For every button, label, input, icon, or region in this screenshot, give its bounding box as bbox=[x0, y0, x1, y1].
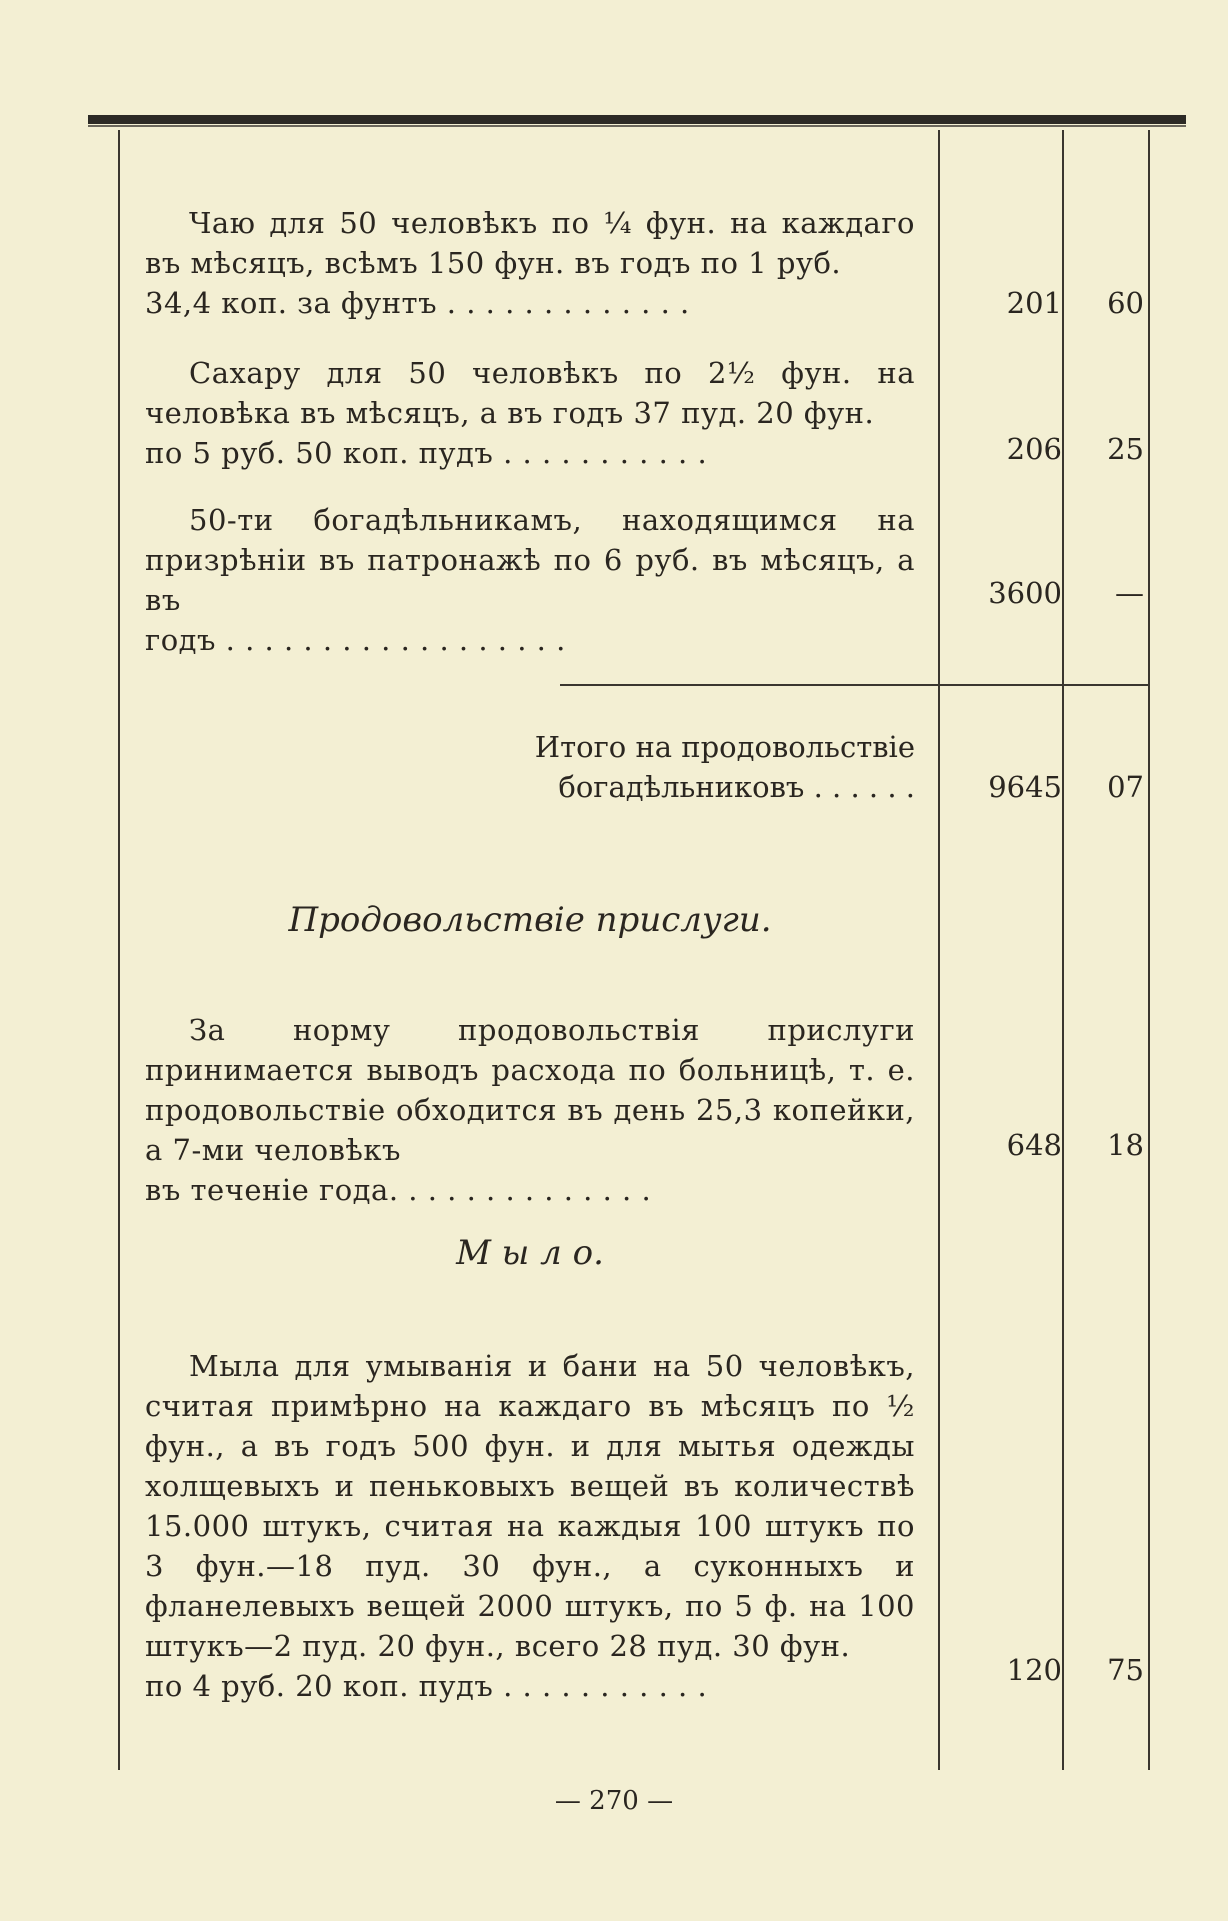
entry-soap-kopecks: 75 bbox=[1107, 1653, 1144, 1687]
entry-sugar-text: Сахару для 50 человѣкъ по 2½ фун. на человѣка въ мѣсяцъ, а въ годъ 37 пуд. 20 фун. bbox=[145, 356, 915, 430]
entry-tea-rubles: 201 bbox=[1006, 286, 1062, 320]
entry-tea bbox=[145, 203, 915, 323]
entry-servants-last-line: въ теченіе года. . . . . . . . . . . . . . bbox=[145, 1173, 652, 1207]
entry-tea-last-line: 34,4 коп. за фунтъ . . . . . . . . . . . . . bbox=[145, 286, 690, 320]
entry-patronage bbox=[145, 500, 915, 660]
top-rule bbox=[88, 115, 1186, 124]
entry-patronage-rubles: 3600 bbox=[988, 576, 1062, 610]
entry-patronage-text: 50-ти богадѣльникамъ, находящимся на призрѣніи въ патронажѣ по 6 руб. въ мѣсяцъ, а въ bbox=[145, 503, 915, 617]
entry-soap-rubles: 120 bbox=[1006, 1653, 1062, 1687]
entry-patronage-kopecks: — bbox=[1115, 576, 1144, 610]
entry-tea-text: Чаю для 50 человѣкъ по ¼ фун. на каждаго въ мѣсяцъ, всѣмъ 150 фун. въ годъ по 1 руб. bbox=[145, 206, 915, 280]
entry-servants-text: За норму продовольствія прислуги принимается выводъ расхода по больницѣ, т. е. продовольствіе обходится въ день 25,3 копейки, а 7-ми человѣкъ bbox=[145, 1013, 915, 1167]
entry-soap bbox=[145, 1346, 915, 1706]
heading-servants: Продовольствіе прислуги. bbox=[288, 900, 772, 940]
entry-sugar bbox=[145, 353, 915, 473]
page-number: — 270 — bbox=[554, 1786, 674, 1816]
entry-servants-rubles: 648 bbox=[1006, 1128, 1062, 1162]
total-line-1: Итого на продовольствіе bbox=[534, 730, 915, 764]
subtotal-rule bbox=[560, 684, 1148, 686]
entry-sugar-kopecks: 25 bbox=[1107, 432, 1144, 466]
entry-servants bbox=[145, 1010, 915, 1210]
entry-sugar-last-line: по 5 руб. 50 коп. пудъ . . . . . . . . . . . bbox=[145, 436, 708, 470]
total-kopecks: 07 bbox=[1107, 770, 1144, 804]
entry-soap-text: Мыла для умыванія и бани на 50 человѣкъ, считая примѣрно на каждаго въ мѣсяцъ по ½ фун., а въ годъ 500 фун. и для мытья одежды холщевыхъ и пеньковыхъ вещей въ количествѣ 15.000 штукъ, считая на каждыя 100 штукъ по 3 фун.—18 пуд. 30 фун., а суконныхъ и фланелевыхъ вещей 2000 штукъ, по 5 ф. на 100 штукъ—2 пуд. 20 фун., всего 28 пуд. 30 фун. bbox=[145, 1349, 915, 1663]
entry-tea-kopecks: 60 bbox=[1107, 286, 1144, 320]
entry-servants-kopecks: 18 bbox=[1107, 1128, 1144, 1162]
rubles-column-line bbox=[938, 130, 940, 1770]
total-rubles: 9645 bbox=[988, 770, 1062, 804]
right-column-line bbox=[1148, 130, 1150, 1770]
heading-soap: М ы л о. bbox=[456, 1233, 604, 1273]
entry-soap-last-line: по 4 руб. 20 коп. пудъ . . . . . . . . . . . bbox=[145, 1669, 708, 1703]
total-line-2: богадѣльниковъ . . . . . . bbox=[558, 770, 915, 804]
entry-sugar-rubles: 206 bbox=[1006, 432, 1062, 466]
left-margin-line bbox=[118, 130, 120, 1770]
entry-patronage-last-line: годъ . . . . . . . . . . . . . . . . . . bbox=[145, 623, 566, 657]
kopecks-column-line bbox=[1062, 130, 1064, 1770]
total-label bbox=[145, 727, 915, 807]
